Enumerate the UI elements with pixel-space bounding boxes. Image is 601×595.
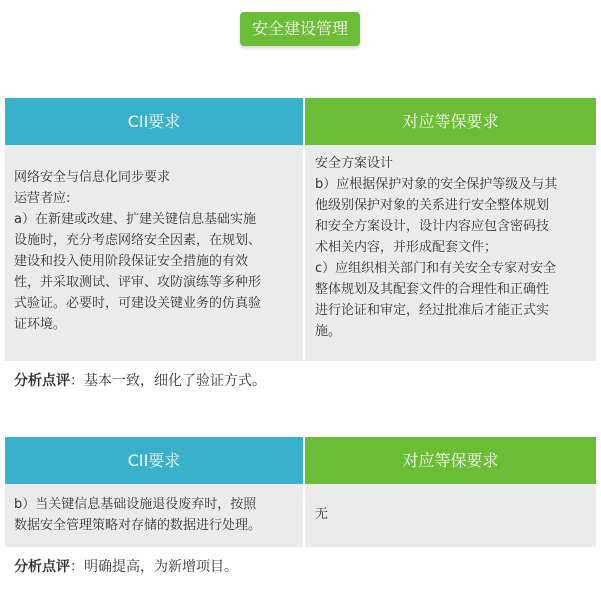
cii-requirement-header: CII要求 xyxy=(5,437,303,484)
cell-text-line: 数据安全管理策略对存储的数据进行处理。 xyxy=(14,518,262,533)
cii-requirement-header: CII要求 xyxy=(5,98,303,145)
cell-text-line: 运营者应: xyxy=(14,191,71,206)
dengbao-requirement-cell xyxy=(305,145,596,361)
table-header xyxy=(5,98,596,145)
cell-text-line: 设施时，充分考虑网络安全因素，在规划、 xyxy=(14,233,262,248)
analysis-comment-1 xyxy=(14,370,266,390)
cell-text-line: 术相关内容，并形成配套文件； xyxy=(315,240,498,255)
dengbao-requirement-header: 对应等保要求 xyxy=(305,98,596,145)
cii-requirement-cell xyxy=(5,145,303,361)
cell-text-line: 性，并采取测试、评审、攻防演练等多种形 xyxy=(14,275,262,290)
cell-text-line: c）应组织相关部门和有关安全专家对安全 xyxy=(315,261,557,276)
cell-text-line: 式验证。必要时，可建设关键业务的仿真验 xyxy=(14,296,262,311)
comment-text: ：基本一致，细化了验证方式。 xyxy=(70,373,266,389)
comparison-table-2 xyxy=(5,437,596,547)
cell-text-line: 证环境。 xyxy=(14,317,67,332)
cell-text-line: 施。 xyxy=(315,324,342,339)
comment-label: 分析点评 xyxy=(14,373,70,389)
cell-text-line: 无 xyxy=(315,507,329,522)
cell-text-line: 进行论证和审定，经过批准后才能正式实 xyxy=(315,303,550,318)
cell-text-line: 建设和投入使用阶段保证安全措施的有效 xyxy=(14,254,249,269)
cell-text-line: a）在新建或改建、扩建关键信息基础实施 xyxy=(14,212,256,227)
table-row xyxy=(5,484,596,547)
comment-label: 分析点评 xyxy=(14,559,70,575)
analysis-comment-2 xyxy=(14,556,238,576)
cell-text-line: b）应根据保护对象的安全保护等级及与其 xyxy=(315,177,558,192)
cii-requirement-cell xyxy=(5,484,303,547)
table-row xyxy=(5,145,596,361)
cell-text-line: b）当关键信息基础设施退役废弃时，按照 xyxy=(14,497,257,512)
cell-text-line: 安全方案设计 xyxy=(315,156,394,171)
comment-text: ：明确提高，为新增项目。 xyxy=(70,559,238,575)
dengbao-requirement-cell xyxy=(305,484,596,547)
cell-text-line: 和安全方案设计，设计内容应包含密码技 xyxy=(315,219,550,234)
cell-text-line: 网络安全与信息化同步要求 xyxy=(14,170,171,185)
dengbao-requirement-header: 对应等保要求 xyxy=(305,437,596,484)
comparison-table-1 xyxy=(5,98,596,361)
cell-text-line: 他级别保护对象的关系进行安全整体规划 xyxy=(315,198,550,213)
cell-text-line: 整体规划及其配套文件的合理性和正确性 xyxy=(315,282,550,297)
table-header xyxy=(5,437,596,484)
section-title: 安全建设管理 xyxy=(240,12,360,46)
